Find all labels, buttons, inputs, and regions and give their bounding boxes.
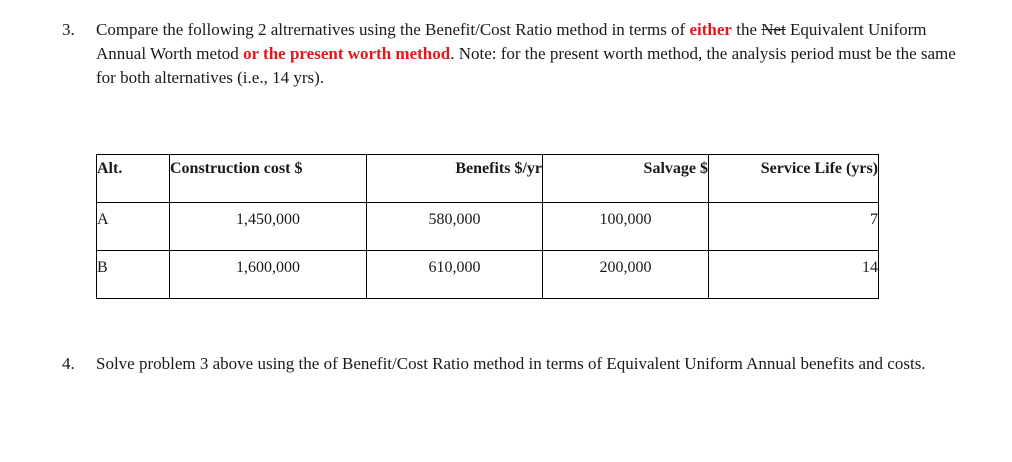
problem-3-number: 3. [62,20,75,39]
cell-benefits: 580,000 [367,203,543,251]
cell-service-life: 14 [709,251,879,299]
problem-4-number: 4. [62,354,75,373]
cell-construction-cost: 1,600,000 [170,251,367,299]
problem-3-text-part-2: the [731,20,762,39]
header-alt: Alt. [97,155,170,203]
cell-salvage: 200,000 [543,251,709,299]
problem-4-text: Solve problem 3 above using the of Benefit/Cost Ratio method in terms of Equivalent Uniform Annual benefits and costs. [96,354,926,373]
problem-3-text-part-1: Compare the following 2 altrernatives using the Benefit/Cost Ratio method in terms of [96,20,690,39]
emphasis-either: either [689,20,732,39]
header-salvage: Salvage $ [543,155,709,203]
cell-construction-cost: 1,450,000 [170,203,367,251]
emphasis-present-worth: or the present worth method [243,44,451,63]
cell-service-life: 7 [709,203,879,251]
cell-salvage: 100,000 [543,203,709,251]
cell-alt: A [97,203,170,251]
table-row [97,203,879,251]
header-service-life: Service Life (yrs) [709,155,879,203]
cell-alt: B [97,251,170,299]
problem-3-text-part-3: Equivalent Uniform Annual Worth metod [96,20,927,63]
problem-3-text [96,18,976,90]
table-row [97,251,879,299]
table-header-row [97,155,879,203]
struck-word: Net [761,20,786,39]
header-construction-cost: Construction cost $ [170,155,367,203]
problem-3-text-part-4: . Note: for the present worth method, the analysis period must be the same for both alternatives (i.e., 14 yrs). [96,44,956,87]
alternatives-table [96,154,879,299]
cell-benefits: 610,000 [367,251,543,299]
header-benefits: Benefits $/yr [367,155,543,203]
